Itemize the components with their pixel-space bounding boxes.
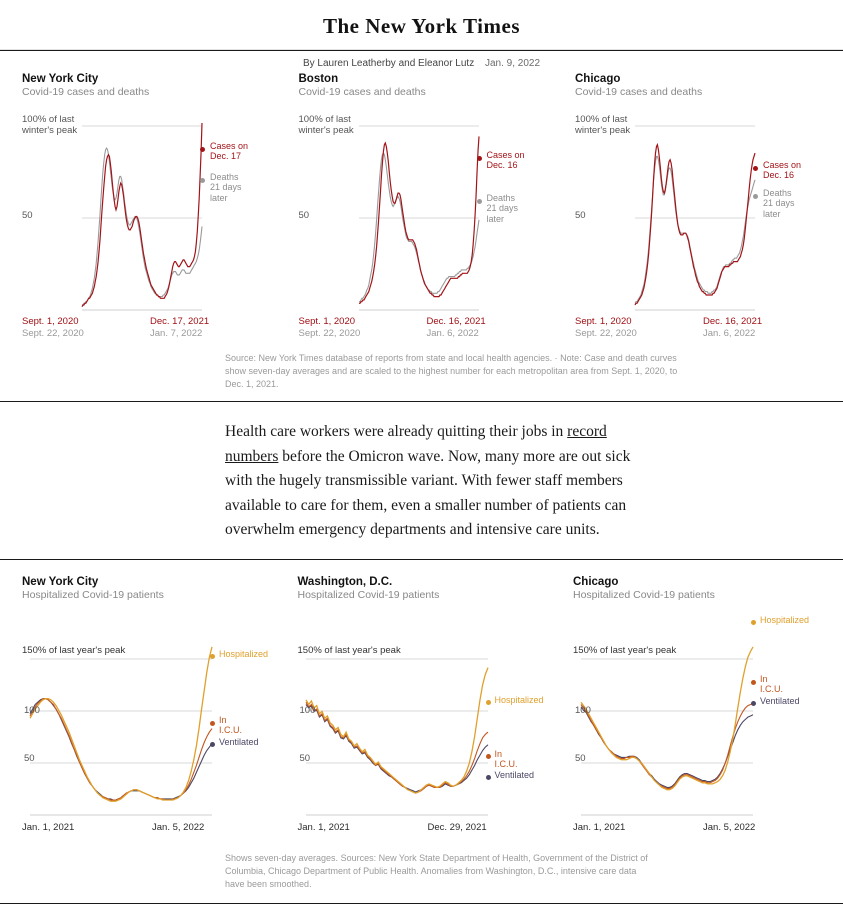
chart-svg <box>298 607 546 822</box>
ytick-50: 50 <box>575 752 586 764</box>
marker-label-icu: In I.C.U. <box>494 748 518 769</box>
chart-title: New York City <box>22 575 99 588</box>
body-text-after: before the Omicron wave. Now, many more are out sick with the hugely transmissible variant. With fewer staff members available to care for them, even a smaller number of patients can overwhelm emergency departments and intensive care units. <box>225 447 631 539</box>
ytick-50: 50 <box>299 752 311 764</box>
ytick-100: 100% of last winter's peak <box>298 114 354 137</box>
chart-chicago-hospitalized <box>573 576 821 844</box>
byline <box>0 51 843 73</box>
chart-title: Boston <box>298 73 339 85</box>
upper-source-note: Source: New York Times database of reports from state and local health agencies. · Note: Case and death curves show seven-day averages and are scaled to the highest number for each metropolitan area from Sept. 1, 2020, to Dec. 1, 2021. <box>225 353 678 390</box>
ytick-150: 150% of last year's peak <box>22 644 126 656</box>
marker-dot-cases <box>753 166 758 171</box>
hospitalization-panel <box>0 559 843 904</box>
x-axis-labels <box>22 316 268 346</box>
ytick-100: 100 <box>24 704 40 716</box>
marker-label-icu: In I.C.U. <box>219 714 243 735</box>
byline-authors: By Lauren Leatherby and Eleanor Lutz <box>302 58 475 69</box>
byline-date: Jan. 9, 2022 <box>484 58 541 69</box>
marker-dot-cases <box>200 147 205 152</box>
marker-dot-ventilated <box>486 775 491 780</box>
x-right-label: Dec. 16, 2021 Jan. 6, 2022 <box>703 316 763 339</box>
marker-label-hospitalized: Hospitalized <box>219 648 269 659</box>
ytick-100: 100% of last winter's peak <box>22 114 78 137</box>
chart-subtitle: Hospitalized Covid-19 patients <box>573 588 715 601</box>
plot-area <box>299 104 545 316</box>
marker-label-icu: In I.C.U. <box>760 673 784 694</box>
lower-source-note: Shows seven-day averages. Sources: New York State Department of Health, Government of the District of Columbia, Chicago Department of Public Health. Anomalies from Washington, D.C., intensive care data have been smoothed. <box>225 852 648 889</box>
plot-area <box>575 104 821 316</box>
ytick-100: 100 <box>575 704 591 716</box>
x-left-label: Sept. 1, 2020 Sept. 22, 2020 <box>575 316 637 339</box>
x-right-label: Dec. 17, 2021 Jan. 7, 2022 <box>150 316 210 339</box>
x-left-label: Jan. 1, 2021 <box>22 821 75 833</box>
marker-dot-hospitalized <box>210 654 215 659</box>
marker-dot-icu <box>751 680 756 685</box>
marker-label-hospitalized: Hospitalized <box>494 694 544 705</box>
x-left-label: Jan. 1, 2021 <box>297 821 350 833</box>
x-axis-labels <box>299 316 545 346</box>
marker-dot-cases <box>477 156 482 161</box>
chart-subtitle: Covid-19 cases and deaths <box>298 86 426 98</box>
ytick-150: 150% of last year's peak <box>297 644 401 656</box>
upper-charts-row <box>0 73 843 346</box>
plot-area <box>22 607 270 822</box>
chart-boston-cases-deaths <box>299 73 545 346</box>
chart-title: Chicago <box>573 575 619 588</box>
x-right-label: Jan. 5, 2022 <box>703 821 756 833</box>
article-body <box>0 402 843 558</box>
marker-dot-icu <box>486 754 491 759</box>
ytick-50: 50 <box>22 210 33 221</box>
marker-dot-deaths <box>477 199 482 204</box>
masthead <box>0 0 843 49</box>
plot-area <box>22 104 268 316</box>
marker-dot-hospitalized <box>751 620 756 625</box>
x-right-label: Jan. 5, 2022 <box>152 821 205 833</box>
marker-label-deaths: Deaths 21 days later <box>763 188 795 219</box>
marker-dot-ventilated <box>751 701 756 706</box>
chart-subtitle: Hospitalized Covid-19 patients <box>297 588 440 601</box>
plot-area <box>573 607 821 822</box>
x-axis-labels <box>573 822 821 844</box>
marker-label-deaths: Deaths 21 days later <box>210 172 242 203</box>
x-axis-labels <box>22 822 270 844</box>
plot-area <box>298 607 546 822</box>
marker-label-cases: Cases on Dec. 16 <box>763 160 802 181</box>
chart-nyc-cases-deaths <box>22 73 268 346</box>
ytick-100: 100% of last winter's peak <box>575 114 631 137</box>
x-right-label: Dec. 16, 2021 Jan. 6, 2022 <box>426 316 486 339</box>
marker-label-hospitalized: Hospitalized <box>760 614 810 625</box>
chart-title: Chicago <box>575 73 621 85</box>
marker-label-ventilated: Ventilated <box>219 736 259 747</box>
marker-dot-deaths <box>753 194 758 199</box>
ytick-50: 50 <box>24 752 35 764</box>
chart-subtitle: Covid-19 cases and deaths <box>575 86 703 98</box>
ytick-150: 150% of last year's peak <box>573 644 677 656</box>
x-left-label: Jan. 1, 2021 <box>573 821 626 833</box>
marker-label-cases: Cases on Dec. 17 <box>210 141 249 162</box>
chart-nyc-hospitalized <box>22 576 270 844</box>
nyt-logo[interactable]: The New York Times <box>322 14 521 38</box>
ytick-50: 50 <box>298 210 310 221</box>
chart-svg <box>573 607 821 822</box>
chart-subtitle: Covid-19 cases and deaths <box>22 86 150 98</box>
x-left-label: Sept. 1, 2020 Sept. 22, 2020 <box>22 316 84 339</box>
marker-dot-hospitalized <box>486 700 491 705</box>
marker-label-cases: Cases on Dec. 16 <box>486 150 525 171</box>
x-axis-labels <box>575 316 821 346</box>
marker-dot-icu <box>210 721 215 726</box>
x-right-label: Dec. 29, 2021 <box>427 821 487 833</box>
chart-dc-hospitalized <box>298 576 546 844</box>
marker-dot-deaths <box>200 178 205 183</box>
marker-label-ventilated: Ventilated <box>494 769 535 780</box>
cases-deaths-panel <box>0 50 843 402</box>
lower-charts-row <box>0 560 843 844</box>
ytick-100: 100 <box>299 704 316 716</box>
chart-chicago-cases-deaths <box>575 73 821 346</box>
x-left-label: Sept. 1, 2020 Sept. 22, 2020 <box>298 316 361 339</box>
chart-subtitle: Hospitalized Covid-19 patients <box>22 588 164 601</box>
body-text-before: Health care workers were already quitting their jobs in <box>225 423 568 441</box>
x-axis-labels <box>298 822 546 844</box>
chart-title: New York City <box>22 73 99 85</box>
marker-label-ventilated: Ventilated <box>760 695 800 706</box>
record-numbers-link[interactable]: record numbers <box>225 423 607 465</box>
marker-dot-ventilated <box>210 742 215 747</box>
chart-title: Washington, D.C. <box>297 575 393 588</box>
ytick-50: 50 <box>575 210 586 221</box>
marker-label-deaths: Deaths 21 days later <box>486 193 519 224</box>
